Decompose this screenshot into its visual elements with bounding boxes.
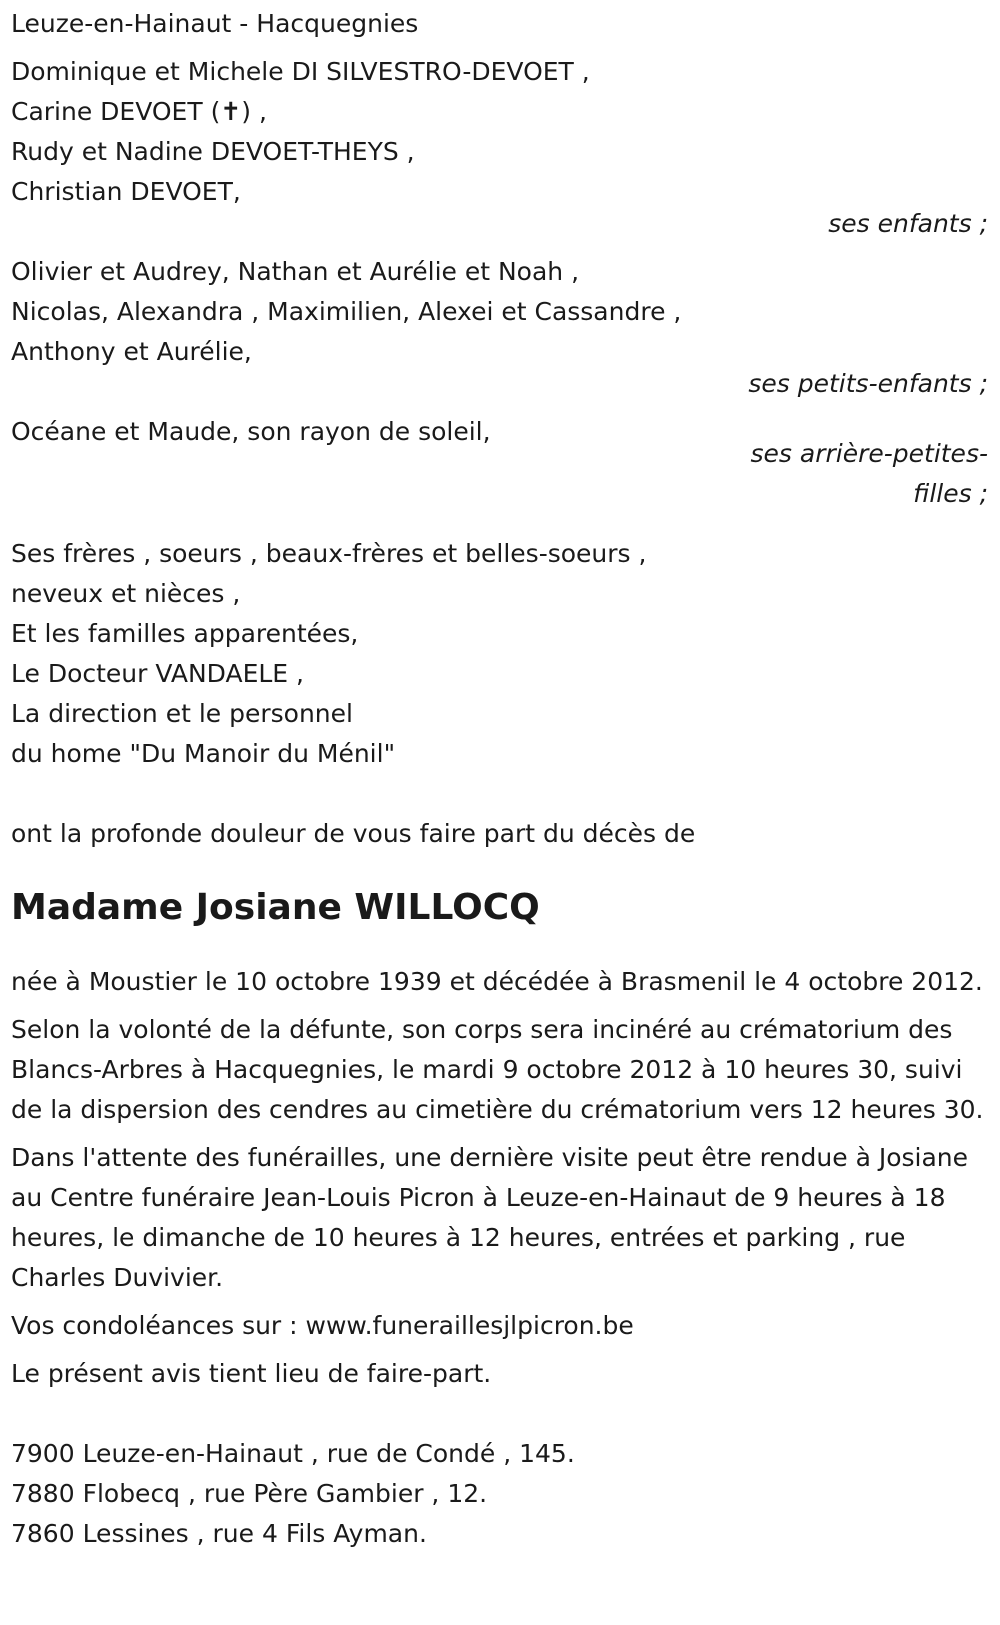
others-line: neveux et nièces , <box>11 579 241 608</box>
others-line: Le Docteur VANDAELE , <box>11 659 304 688</box>
others-line: du home "Du Manoir du Ménil" <box>11 739 396 768</box>
condolences-line: Vos condoléances sur : www.funeraillesjlpicron.be <box>11 1311 634 1340</box>
grandchildren-group <box>11 252 996 404</box>
announcement: ont la profonde douleur de vous faire part du décès de <box>11 819 696 848</box>
address-line: 7880 Flobecq , rue Père Gambier , 12. <box>11 1479 488 1508</box>
grandchildren-role: ses petits-enfants ; <box>748 369 988 398</box>
grandchildren-line: Anthony et Aurélie, <box>11 337 252 366</box>
children-line: Dominique et Michele DI SILVESTRO-DEVOET , <box>11 57 590 86</box>
others-line: Ses frères , soeurs , beaux-frères et belles-soeurs , <box>11 539 647 568</box>
notice-line: Le présent avis tient lieu de faire-part. <box>11 1359 492 1388</box>
great-grandchildren-group <box>11 412 996 514</box>
children-line: Rudy et Nadine DEVOET-THEYS , <box>11 137 415 166</box>
cremation-paragraph: Selon la volonté de la défunte, son corps sera incinéré au crématorium des Blancs-Arbres à Hacquegnies, le mardi 9 octobre 2012 à 10 heures 30, suivi de la dispersion des cendres au cimetière du crématorium vers 12 heures 30. <box>11 1015 984 1124</box>
great-grandchildren-line: Océane et Maude, son rayon de soleil, <box>11 417 491 446</box>
children-group <box>11 52 996 244</box>
others-group <box>11 534 996 774</box>
children-line: Carine DEVOET (✝) , <box>11 97 267 126</box>
obituary-notice <box>11 4 996 1554</box>
children-role: ses enfants ; <box>828 209 988 238</box>
great-grandchildren-role: filles ; <box>913 479 988 508</box>
children-line: Christian DEVOET, <box>11 177 241 206</box>
addresses-group <box>11 1434 996 1554</box>
others-line: La direction et le personnel <box>11 699 353 728</box>
great-grandchildren-role: ses arrière-petites- <box>750 439 988 468</box>
others-line: Et les familles apparentées, <box>11 619 359 648</box>
visit-paragraph: Dans l'attente des funérailles, une dernière visite peut être rendue à Josiane au Centre funéraire Jean-Louis Picron à Leuze-en-Hainaut de 9 heures à 18 heures, le dimanche de 10 heures à 12 heures, entrées et parking , rue Charles Duvivier. <box>11 1143 969 1292</box>
birth-death-paragraph: née à Moustier le 10 octobre 1939 et décédée à Brasmenil le 4 octobre 2012. <box>11 967 983 996</box>
location-header: Leuze-en-Hainaut - Hacquegnies <box>11 9 419 38</box>
address-line: 7900 Leuze-en-Hainaut , rue de Condé , 145. <box>11 1439 575 1468</box>
grandchildren-line: Nicolas, Alexandra , Maximilien, Alexei et Cassandre , <box>11 297 682 326</box>
grandchildren-line: Olivier et Audrey, Nathan et Aurélie et Noah , <box>11 257 580 286</box>
address-line: 7860 Lessines , rue 4 Fils Ayman. <box>11 1519 427 1548</box>
deceased-name: Madame Josiane WILLOCQ <box>11 887 540 928</box>
